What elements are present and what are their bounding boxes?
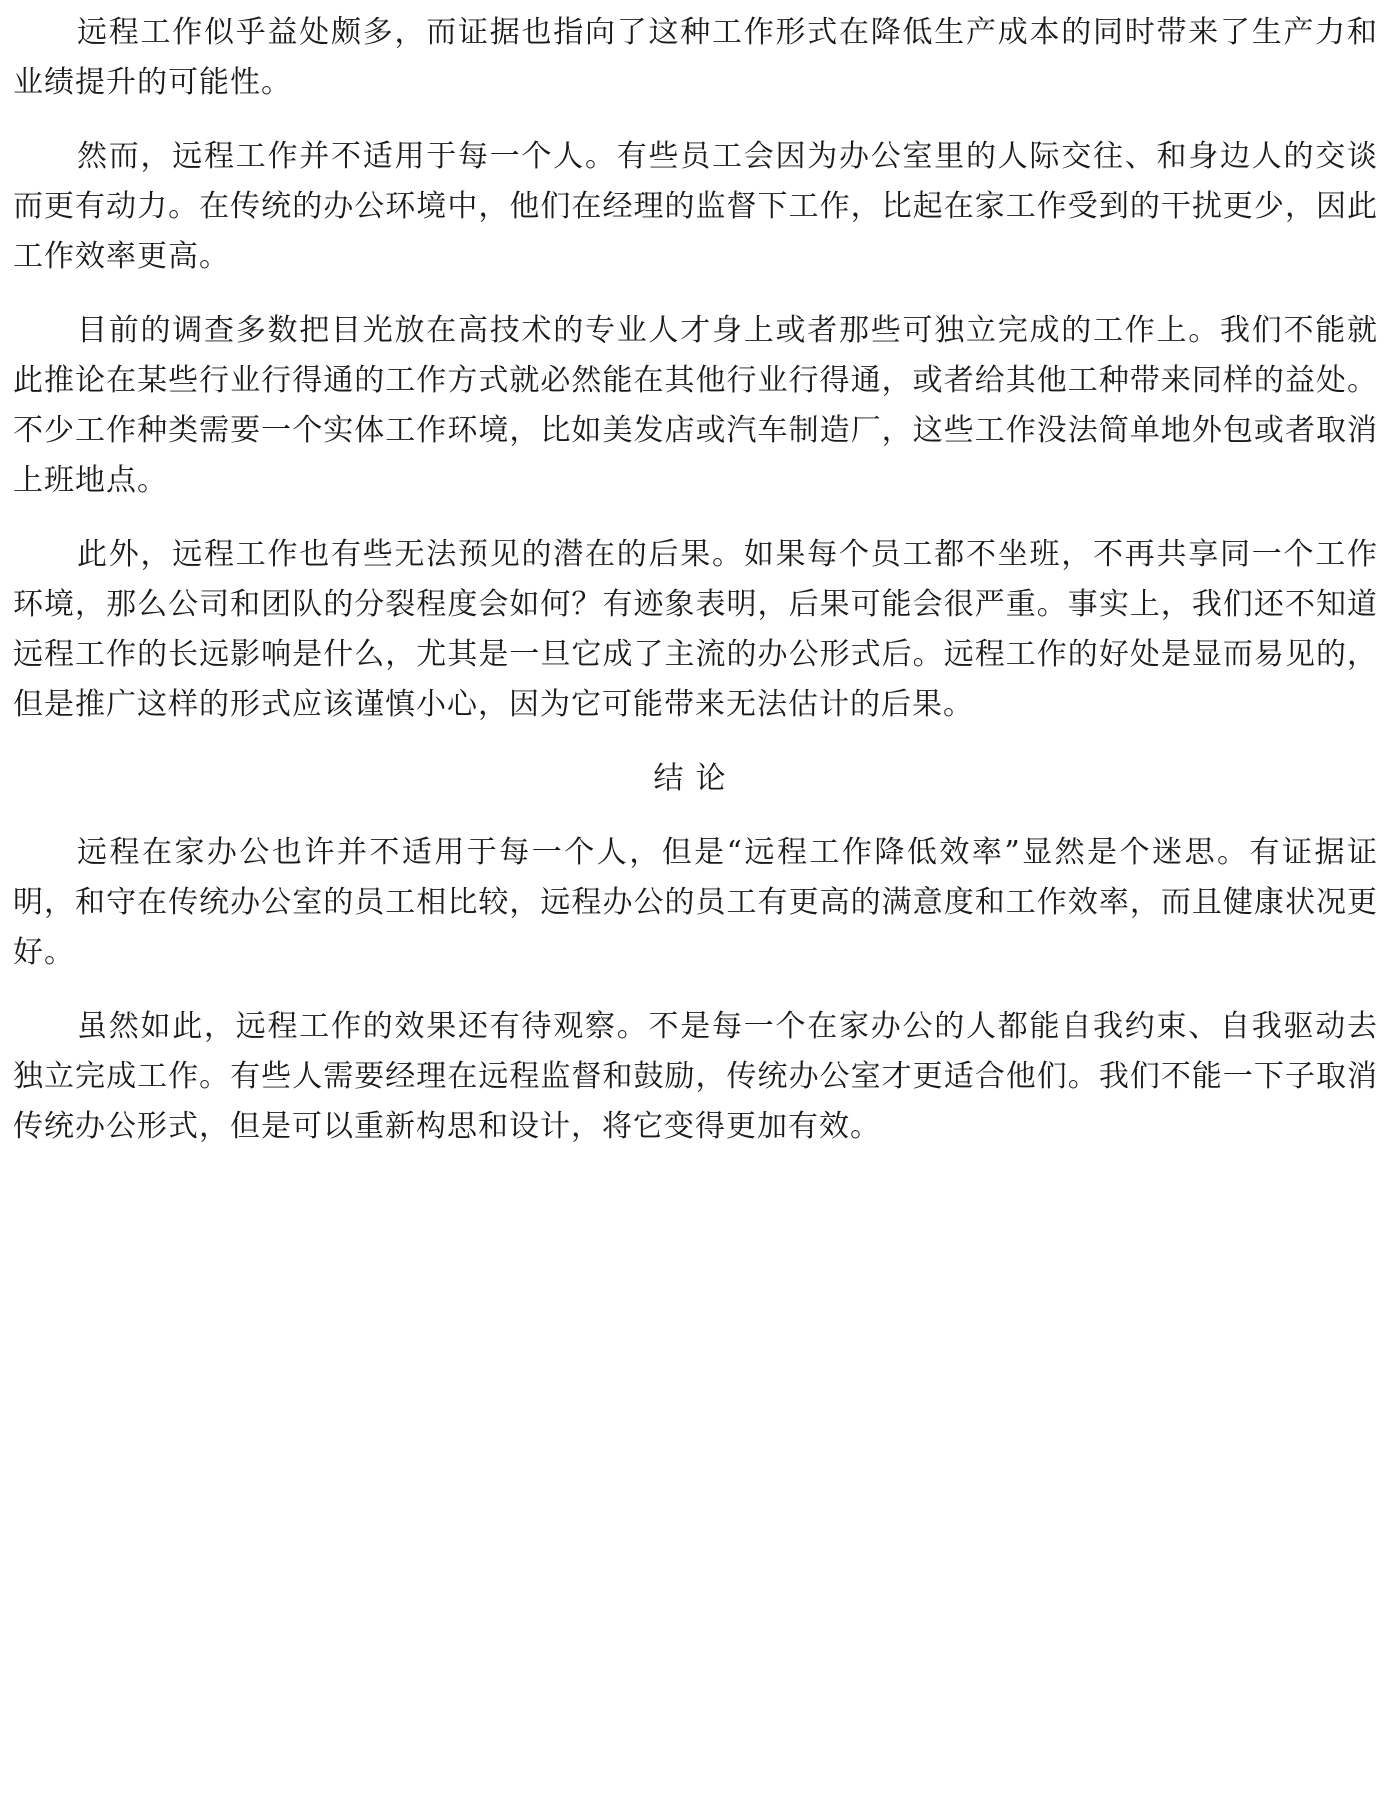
paragraph: 远程工作似乎益处颇多，而证据也指向了这种工作形式在降低生产成本的同时带来了生产力和业绩提升的可能性。 <box>13 15 1378 100</box>
paragraph: 远程在家办公也许并不适用于每一个人，但是“远程工作降低效率”显然是个迷思。有证据证明，和守在传统办公室的员工相比较，远程办公的员工有更高的满意度和工作效率，而且健康状况更好。 <box>13 835 1378 970</box>
document-page <box>13 8 1378 1176</box>
paragraph: 目前的调查多数把目光放在高技术的专业人才身上或者那些可独立完成的工作上。我们不能就此推论在某些行业行得通的工作方式就必然能在其他行业行得通，或者给其他工种带来同样的益处。不少工作种类需要一个实体工作环境，比如美发店或汽车制造厂，这些工作没法简单地外包或者取消上班地点。 <box>13 313 1378 498</box>
section-heading: 结论 <box>653 761 738 796</box>
paragraph: 虽然如此，远程工作的效果还有待观察。不是每一个在家办公的人都能自我约束、自我驱动去独立完成工作。有些人需要经理在远程监督和鼓励，传统办公室才更适合他们。我们不能一下子取消传统办公形式，但是可以重新构思和设计，将它变得更加有效。 <box>13 1009 1378 1144</box>
paragraph: 然而，远程工作并不适用于每一个人。有些员工会因为办公室里的人际交往、和身边人的交谈而更有动力。在传统的办公环境中，他们在经理的监督下工作，比起在家工作受到的干扰更少，因此工作效率更高。 <box>13 139 1378 274</box>
paragraph: 此外，远程工作也有些无法预见的潜在的后果。如果每个员工都不坐班，不再共享同一个工作环境，那么公司和团队的分裂程度会如何？有迹象表明，后果可能会很严重。事实上，我们还不知道远程工作的长远影响是什么，尤其是一旦它成了主流的办公形式后。远程工作的好处是显而易见的，但是推广这样的形式应该谨慎小心，因为它可能带来无法估计的后果。 <box>13 537 1378 722</box>
